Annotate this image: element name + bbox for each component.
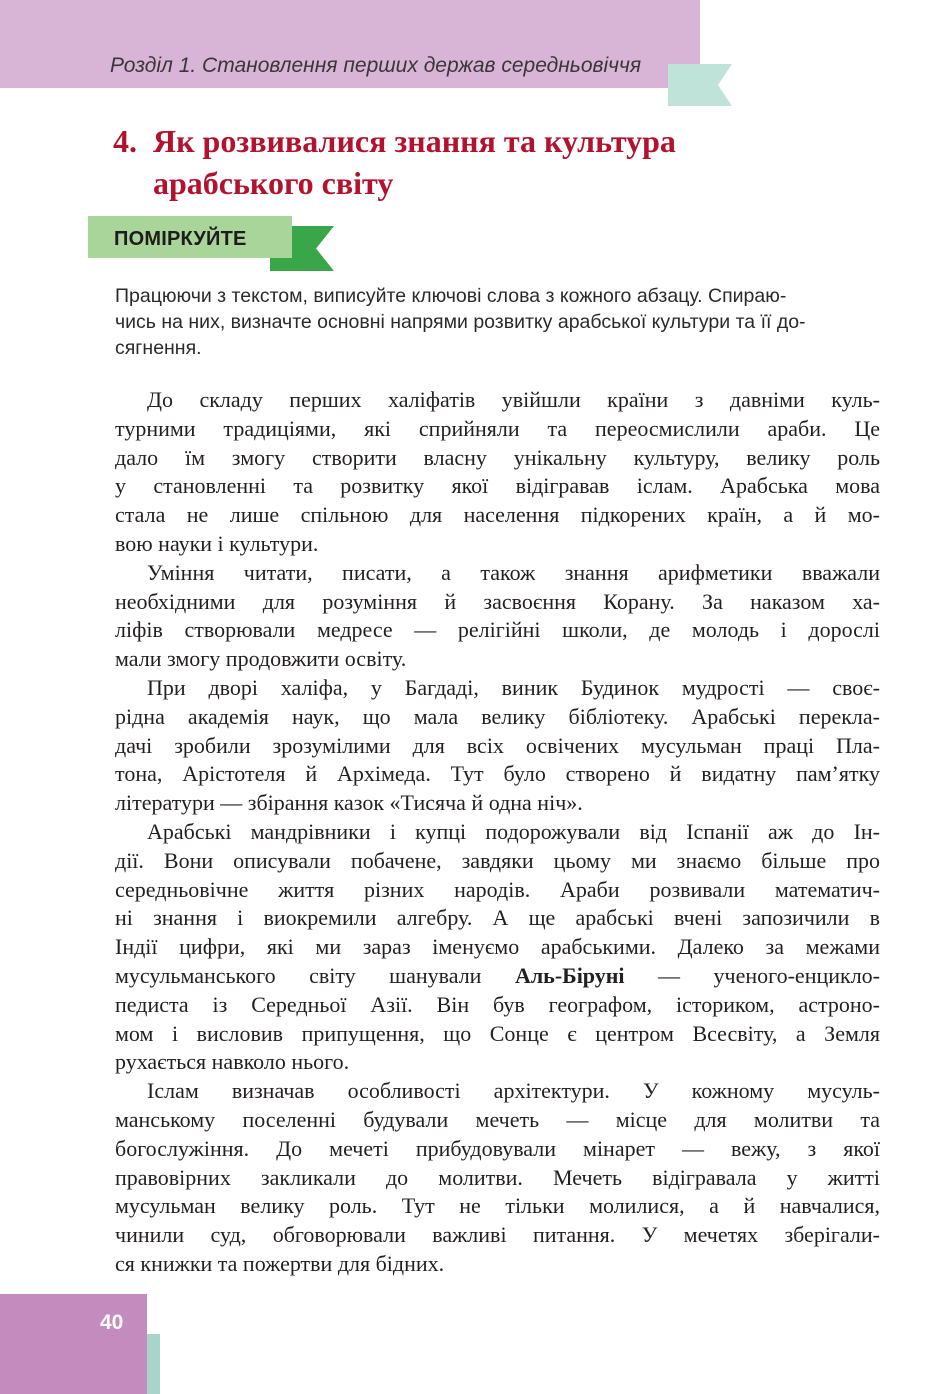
paragraph-line: вою науки і культури. [115,530,319,556]
paragraph-line: рухається навколо нього. [115,1049,350,1075]
paragraph-line-biruni [115,962,880,991]
paragraph-line: манському поселенні будували мечеть — місце для молитви та [115,1106,880,1132]
paragraph-line: мом і висловив припущення, що Сонце є центром Всесвіту, а Земля [115,1020,880,1046]
paragraph-line: дії. Вони описували побачене, завдяки цьому ми знаємо більше про [115,847,880,873]
paragraph-line: богослужіння. До мечеті прибудовували мінарет — вежу, з якої [115,1135,880,1161]
paragraph-line: середньовічне життя різних народів. Араби розвивали математич- [115,876,880,902]
paragraph-line-text: мусульманського світу шанували [115,962,482,988]
task-line: чись на них, визначте основні напрями розвитку арабської культури та її до- [115,311,806,333]
paragraph-line: Індії цифри, які ми зараз іменуємо арабськими. Далеко за межами [115,934,880,960]
paragraph-line: До складу перших халіфатів увійшли країни з давніми куль- [147,387,880,412]
page-number: 40 [100,1311,124,1334]
paragraph-line: необхідними для розуміння й засвоєння Корану. За наказом ха- [115,588,880,614]
task-text [115,283,880,361]
paragraph-line: дало їм змогу створити власну унікальну культуру, велику роль [115,444,880,470]
paragraph-line: дачі зробили зрозумілими для всіх освічених мусульман праці Пла- [115,732,880,758]
biruni-description: — ученого-енцикло- [624,962,881,988]
section-title-line-1: Як розвивалися знання та культура [153,123,676,159]
paragraph-line: правовірних закликали до молитви. Мечеть відігравала у житті [115,1164,880,1190]
paragraph-line: мали змогу продовжити освіту. [115,646,407,672]
think-label: ПОМІРКУЙТЕ [114,228,247,250]
paragraph-line: ся книжки та пожертви для бідних. [115,1250,445,1276]
paragraph-line: При дворі халіфа, у Багдаді, виник Будинок мудрості — своє- [147,674,880,700]
paragraph-line: рідна академія наук, що мала велику бібліотеку. Арабські перекла- [115,703,880,729]
section-number: 4. [113,123,137,159]
paragraph-line: мусульман велику роль. Тут не тільки молилися, а й навчалися, [115,1193,880,1219]
paragraph-line: Арабські мандрівники і купці подорожували від Іспанії аж до Ін- [147,818,880,844]
paragraph-line: Іслам визначав особливості архітектури. У кожному мусуль- [147,1078,880,1104]
paragraph-line: тона, Арістотеля й Архімеда. Тут було створено й видатну пам’ятку [115,761,880,787]
task-line: сягнення. [115,337,202,359]
paragraph-line: у становленні та розвитку якої відігравав іслам. Арабська мова [115,473,880,499]
paragraph-line: ні знання і виокремили алгебру. А ще арабські вчені запозичили в [115,905,880,931]
biruni-name: Аль-Біруні [514,962,625,988]
paragraph-line: педиста із Середньої Азії. Він був географом, істориком, астроно- [115,991,880,1017]
section-title [113,120,873,204]
paragraph-line: чинили суд, обговорювали важливі питання. У мечетях зберігали- [115,1222,880,1248]
paragraph-line: Уміння читати, писати, а також знання арифметики вважали [147,559,880,585]
paragraph-line: стала не лише спільною для населення підкорених країн, а й мо- [115,502,880,528]
page-number-strip [147,1334,160,1394]
chapter-ribbon-decoration [668,64,732,106]
section-title-line-2: арабського світу [153,165,394,201]
task-line: Працюючи з текстом, виписуйте ключові слова з кожного абзацу. Спираю- [115,285,787,307]
paragraph-line: ліфів створювали медресе — релігійні школи, де молодь і дорослі [115,617,880,643]
chapter-title: Розділ 1. Становлення перших держав середньовіччя [110,54,642,77]
page-number-box [0,1294,147,1394]
body-text [115,386,880,1279]
paragraph-line: літератури — збірання казок «Тисяча й одна ніч». [115,790,583,816]
paragraph-line: турними традиціями, які сприйняли та переосмислили араби. Це [115,415,880,441]
